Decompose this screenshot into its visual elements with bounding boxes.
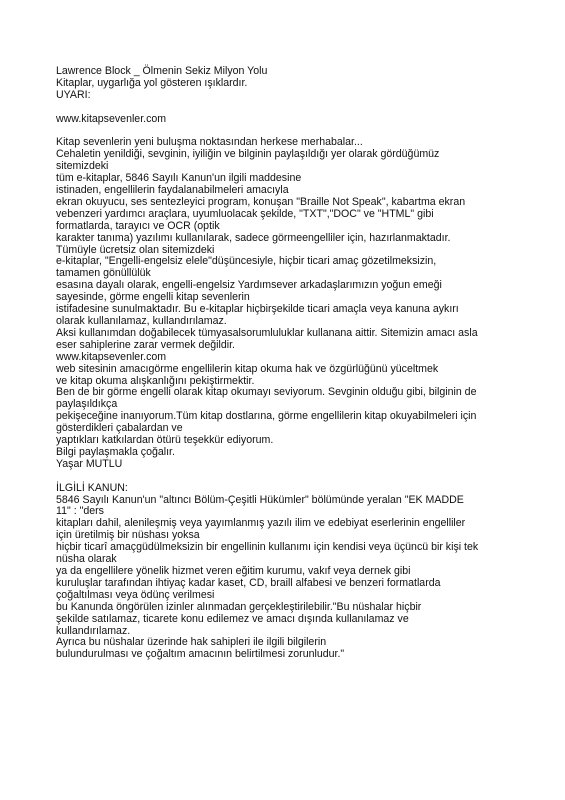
text-line: için üretilmiş bir nüshası yoksa bbox=[56, 529, 200, 542]
text-line: nüsha olarak bbox=[56, 553, 117, 566]
text-line: Ben de bir görme engelli olarak kitap okumayı seviyorum. Sevginin olduğu gibi, bilginin de bbox=[56, 386, 477, 399]
text-line: eser sahiplerine zarar vermek değildir. bbox=[56, 338, 235, 351]
text-line: tamamen gönüllülük bbox=[56, 267, 151, 280]
text-line: UYARI: bbox=[56, 88, 91, 101]
text-line: www.kitapsevenler.com bbox=[56, 112, 167, 125]
blank-line bbox=[56, 102, 542, 114]
text-line: vebenzeri yardımcı araçlara, uyumluolacak şekilde, "TXT","DOC" ve "HTML" gibi bbox=[56, 207, 434, 220]
text-line: karakter tanıma) yazılımı kullanılarak, sadece görmeengelliler için, hazırlanmaktadır. bbox=[56, 231, 451, 244]
text-line: Cehaletin yenildiği, sevginin, iyiliğin ve bilginin paylaşıldığı yer olarak gördüğümüz bbox=[56, 148, 440, 161]
text-line: olarak kullanılamaz, kullandırılamaz. bbox=[56, 315, 227, 327]
text-line: bulundurulması ve çoğaltım amacının belirtilmesi zorunludur." bbox=[56, 648, 345, 661]
text-line: kullandırılamaz. bbox=[56, 624, 131, 637]
text-line: formatlarda, tarayıcı ve OCR (optik bbox=[56, 219, 220, 232]
text-line: İLGİLİ KANUN: bbox=[56, 481, 128, 494]
text-line: pekişeceğine inanıyorum.Tüm kitap dostlarına, görme engellilerin kitap okuyabilmeleri için bbox=[56, 410, 477, 423]
text-line: kuruluşlar tarafından ihtiyaç kadar kaset, CD, braill alfabesi ve benzeri formatlarda bbox=[56, 576, 441, 589]
text-line: paylaşıldıkça bbox=[56, 398, 118, 411]
text-line: Yaşar MUTLU bbox=[56, 457, 123, 470]
text-line: gösterdikleri çabalardan ve bbox=[56, 422, 183, 435]
text-line: web sitesinin amacıgörme engellilerin kitap okuma hak ve özgürlüğünü yüceltmek bbox=[56, 362, 439, 375]
text-line: Lawrence Block _ Ölmenin Sekiz Milyon Yolu bbox=[56, 65, 268, 77]
text-line: www.kitapsevenler.com bbox=[56, 350, 167, 363]
text-line: tüm e-kitaplar, 5846 Sayılı Kanun'un ilgili maddesine bbox=[56, 172, 302, 185]
text-line: e-kitaplar, "Engelli-engelsiz elele"düşüncesiyle, hiçbir ticari amaç gözetilmeksizin, bbox=[56, 255, 437, 268]
text-line: kitapları dahil, alenileşmiş veya yayımlanmış yazılı ilim ve edebiyat eserlerinin engelliler bbox=[56, 517, 466, 530]
text-line: Tümüyle ücretsiz olan sitemizdeki bbox=[56, 243, 215, 256]
text-line: Bilgi paylaşmakla çoğalır. bbox=[56, 445, 175, 458]
text-line: ya da engellilere yönelik hizmet veren eğitim kurumu, vakıf veya dernek gibi bbox=[56, 565, 411, 578]
text-line: 11" : "ders bbox=[56, 505, 104, 518]
text-line: bu Kanunda öngörülen izinler alınmadan gerçekleştirilebilir."Bu nüshalar hiçbir bbox=[56, 600, 422, 613]
text-line: Aksi kullanımdan doğabilecek tümyasalsorumluluklar kullanana aittir. Sitemizin amacı asla bbox=[56, 326, 478, 339]
text-line: Kitaplar, uygarlığa yol gösteren ışıklardır. bbox=[56, 76, 248, 89]
text-line: hiçbir ticarî amaçgüdülmeksizin bir engellinin kullanımı için kendisi veya üçüncü bir kişi tek bbox=[56, 541, 479, 554]
text-line: sayesinde, görme engelli kitap sevenlerin bbox=[56, 291, 250, 304]
blank-line bbox=[56, 471, 542, 483]
text-line: ekran okuyucu, ses sentezleyici program, konuşan "Braille Not Speak", kabartma ekran bbox=[56, 195, 466, 208]
text-line: çoğaltılması veya ödünç verilmesi bbox=[56, 588, 215, 601]
text-line: 5846 Sayılı Kanun'un "altıncı Bölüm-Çeşitli Hükümler" bölümünde yeralan "EK MADDE bbox=[56, 493, 464, 506]
text-line: yaptıkları katkılardan ötürü teşekkür ediyorum. bbox=[56, 434, 274, 447]
text-line: sitemizdeki bbox=[56, 160, 109, 173]
text-line: şekilde satılamaz, ticarete konu edilemez ve amacı dışında kullanılamaz ve bbox=[56, 612, 409, 625]
text-line: Ayrıca bu nüshalar üzerinde hak sahipleri ile ilgili bilgilerin bbox=[56, 636, 327, 649]
document-page bbox=[56, 66, 542, 661]
text-line: istinaden, engellilerin faydalanabilmeleri amacıyla bbox=[56, 184, 289, 197]
text-line: esasına dayalı olarak, engelli-engelsiz Yardımsever arkadaşlarımızın yoğun emeği bbox=[56, 279, 442, 292]
text-line: Kitap sevenlerin yeni buluşma noktasından herkese merhabalar... bbox=[56, 136, 363, 149]
text-line: ve kitap okuma alışkanlığını pekiştirmektir. bbox=[56, 374, 255, 387]
text-line: istifadesine sunulmaktadır. Bu e-kitaplar hiçbirşekilde ticari amaçla veya kanuna aykırı bbox=[56, 303, 459, 316]
